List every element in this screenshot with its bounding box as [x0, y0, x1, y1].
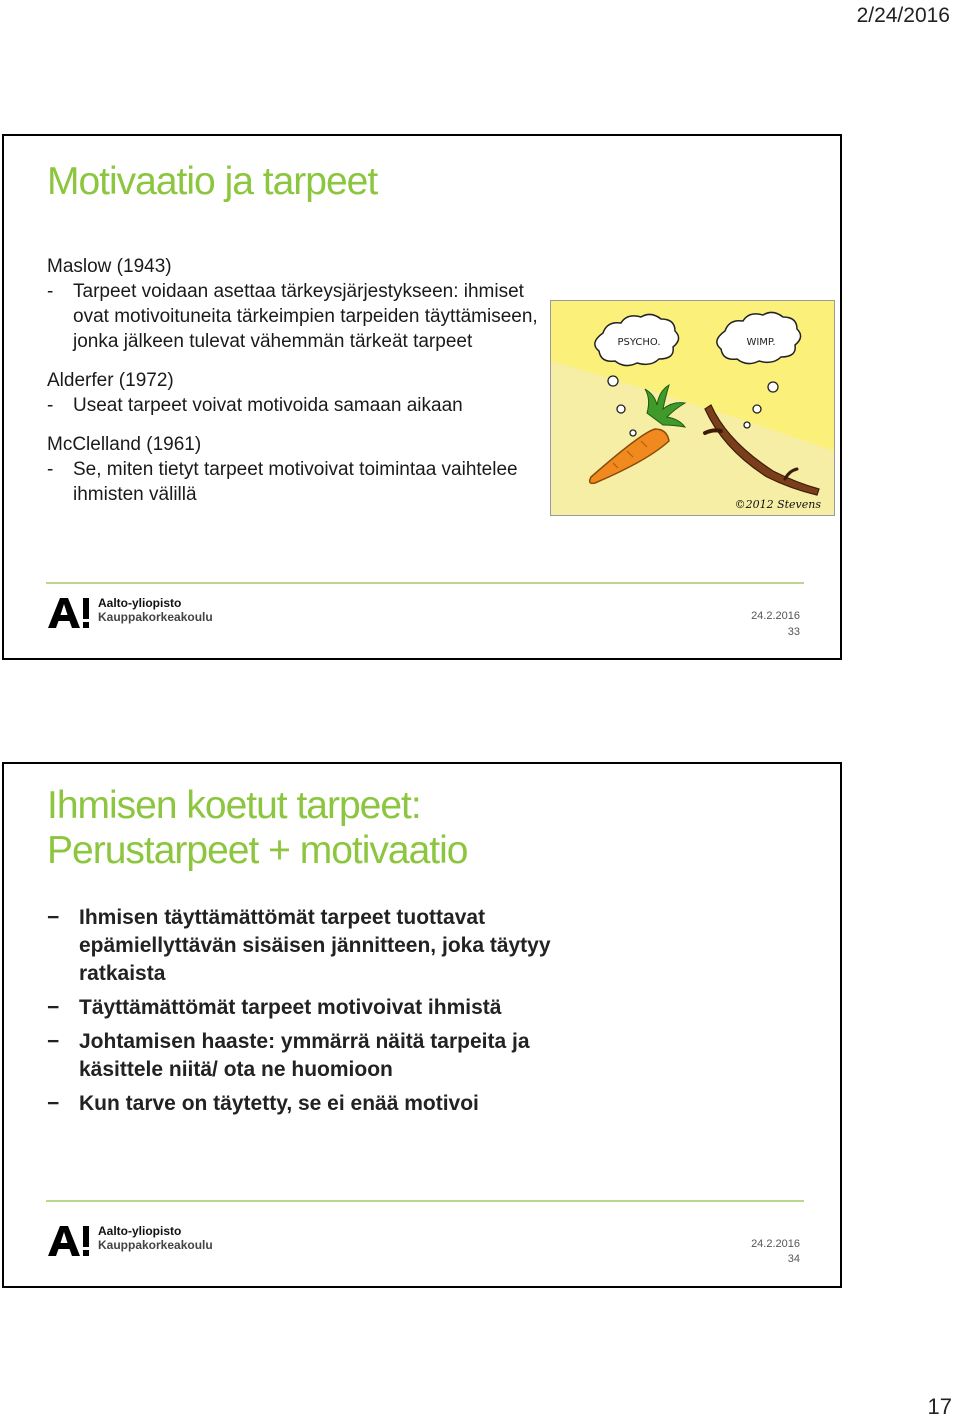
slide-body	[47, 904, 567, 1124]
bullet-dash: −	[47, 1092, 60, 1115]
slide-33	[2, 134, 842, 660]
bullet-item	[47, 994, 567, 1022]
bubble-right-text: WIMP.	[746, 337, 776, 348]
slide-date: 24.2.2016	[751, 1238, 800, 1250]
cartoon-signature: ©2012 Stevens	[734, 498, 821, 511]
logo-line2: Kauppakorkeakoulu	[98, 1238, 213, 1252]
bullet-item	[47, 393, 547, 418]
bullet-text: Se, miten tietyt tarpeet motivoivat toimintaa vaihtelee ihmisten välillä	[73, 459, 518, 505]
bullet-dash: −	[47, 906, 60, 929]
logo-line1: Aalto-yliopisto	[98, 596, 182, 610]
footer-divider	[46, 582, 804, 584]
section-heading-alderfer: Alderfer (1972)	[47, 370, 174, 391]
bullet-dash: -	[47, 459, 54, 480]
slide-number: 33	[787, 626, 800, 638]
bullet-text: Tarpeet voidaan asettaa tärkeysjärjestykseen: ihmiset ovat motivoituneita tärkeimpien tarpeiden täyttämiseen, jonka jälkeen tulevat vähemmän tärkeät tarpeet	[73, 281, 538, 352]
bullet-text: Täyttämättömät tarpeet motivoivat ihmistä	[79, 996, 502, 1019]
aalto-logo-mark-icon	[46, 594, 92, 630]
bullet-item	[47, 279, 547, 354]
bullet-text: Useat tarpeet voivat motivoida samaan aikaan	[73, 395, 463, 416]
section-heading-maslow: Maslow (1943)	[47, 256, 172, 277]
slide-number: 34	[787, 1253, 800, 1265]
page-date: 2/24/2016	[856, 4, 950, 27]
bullet-text: Ihmisen täyttämättömät tarpeet tuottavat epämiellyttävän sisäisen jännitteen, joka täytyy ratkaista	[79, 906, 551, 985]
bullet-dash: −	[47, 1030, 60, 1053]
bullet-item	[47, 1028, 567, 1084]
slide-title: Motivaatio ja tarpeet	[47, 160, 378, 203]
bullet-dash: -	[47, 281, 54, 302]
logo-line2: Kauppakorkeakoulu	[98, 610, 213, 624]
cartoon-image	[550, 300, 835, 516]
bullet-dash: −	[47, 996, 60, 1019]
logo-line1: Aalto-yliopisto	[98, 1224, 182, 1238]
slide-title-line1: Ihmisen koetut tarpeet:	[47, 784, 421, 827]
slide-title	[47, 784, 468, 874]
footer-divider	[46, 1200, 804, 1202]
page-number: 17	[927, 1394, 952, 1419]
bullet-text: Kun tarve on täytetty, se ei enää motivoi	[79, 1092, 479, 1115]
slide-date: 24.2.2016	[751, 610, 800, 622]
bullet-dash: -	[47, 395, 54, 416]
section-heading-mcclelland: McClelland (1961)	[47, 434, 202, 455]
slide-title-line2: Perustarpeet + motivaatio	[47, 828, 468, 872]
aalto-logo-mark-icon	[46, 1222, 92, 1258]
slide-34	[2, 762, 842, 1288]
cartoon-illustration	[551, 301, 834, 515]
bullet-item	[47, 1090, 567, 1118]
bubble-left-text: PSYCHO.	[617, 337, 661, 348]
bullet-item	[47, 457, 547, 507]
slide-body	[47, 254, 547, 507]
bullet-item	[47, 904, 567, 988]
bullet-text: Johtamisen haaste: ymmärrä näitä tarpeita ja käsittele niitä/ ota ne huomioon	[79, 1030, 530, 1081]
